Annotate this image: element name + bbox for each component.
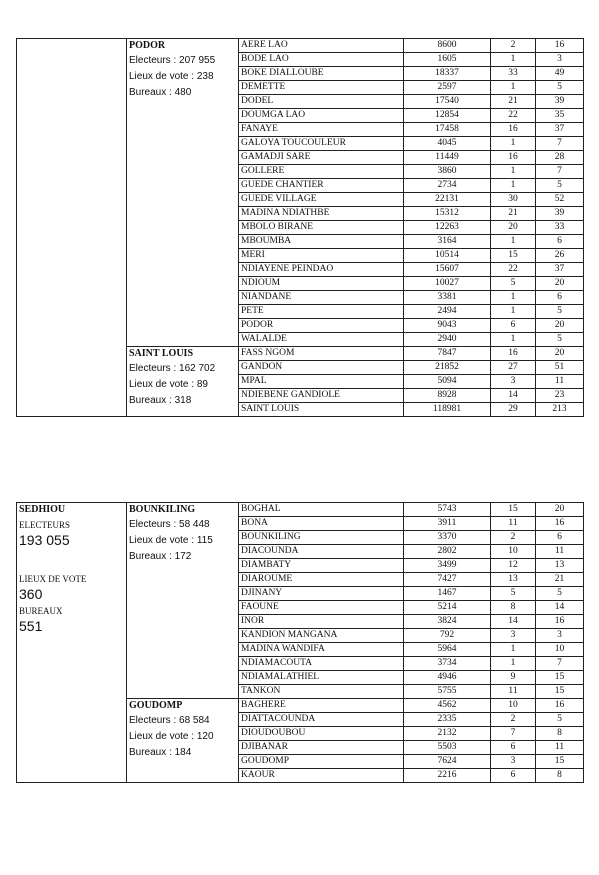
table-sedhiou-region (16, 502, 584, 783)
commune-name: FAOUNE (239, 601, 404, 615)
bureaux-count: 7 (536, 165, 584, 179)
commune-name: GUEDE VILLAGE (239, 193, 404, 207)
department-cell (127, 503, 239, 699)
commune-name: DIATTACOUNDA (239, 713, 404, 727)
lieux-count: 14 (491, 615, 536, 629)
commune-name: DIOUDOUBOU (239, 727, 404, 741)
commune-name: KANDION MANGANA (239, 629, 404, 643)
lieux-count: 10 (491, 699, 536, 713)
electeurs-count: 21852 (404, 361, 491, 375)
electeurs-count: 2216 (404, 769, 491, 783)
electeurs-count: 3824 (404, 615, 491, 629)
commune-name: DODEL (239, 95, 404, 109)
commune-name: FASS NGOM (239, 347, 404, 361)
lieux-count: 21 (491, 207, 536, 221)
electeurs-count: 5964 (404, 643, 491, 657)
lieux-count: 1 (491, 81, 536, 95)
lieux-count: 10 (491, 545, 536, 559)
bureaux-count: 8 (536, 769, 584, 783)
table-row (17, 503, 584, 517)
lieux-count: 6 (491, 769, 536, 783)
electeurs-count: 118981 (404, 403, 491, 417)
bureaux-count: 5 (536, 713, 584, 727)
electeurs-count: 3860 (404, 165, 491, 179)
electeurs-count: 2132 (404, 727, 491, 741)
department-cell (127, 39, 239, 347)
electeurs-count: 17540 (404, 95, 491, 109)
lieux-count: 1 (491, 305, 536, 319)
electeurs-count: 2494 (404, 305, 491, 319)
commune-name: NDIEBENE GANDIOLE (239, 389, 404, 403)
lieux-count: 16 (491, 347, 536, 361)
bureaux-count: 15 (536, 671, 584, 685)
bureaux-count: 21 (536, 573, 584, 587)
department-electeurs: Electeurs : 207 955 (129, 55, 216, 66)
bureaux-count: 26 (536, 249, 584, 263)
lieux-count: 5 (491, 277, 536, 291)
department-bureaux: Bureaux : 480 (129, 87, 192, 98)
bureaux-count: 49 (536, 67, 584, 81)
lieux-count: 1 (491, 137, 536, 151)
commune-name: GANDON (239, 361, 404, 375)
electeurs-count: 8928 (404, 389, 491, 403)
bureaux-count: 10 (536, 643, 584, 657)
lieux-count: 11 (491, 517, 536, 531)
electeurs-count: 15607 (404, 263, 491, 277)
lieux-count: 7 (491, 727, 536, 741)
commune-name: DIACOUNDA (239, 545, 404, 559)
commune-name: AERE LAO (239, 39, 404, 53)
electeurs-count: 22131 (404, 193, 491, 207)
commune-name: FANAYE (239, 123, 404, 137)
lieux-count: 30 (491, 193, 536, 207)
region-spacer (19, 549, 124, 571)
commune-name: NIANDANE (239, 291, 404, 305)
electeurs-count: 18337 (404, 67, 491, 81)
bureaux-count: 5 (536, 179, 584, 193)
lieux-count: 3 (491, 375, 536, 389)
department-cell (127, 347, 239, 417)
commune-name: DOUMGA LAO (239, 109, 404, 123)
commune-name: INOR (239, 615, 404, 629)
lieux-count: 15 (491, 503, 536, 517)
region-electeurs-label: ELECTEURS (19, 520, 70, 530)
commune-name: NDIAMALATHIEL (239, 671, 404, 685)
electeurs-count: 5503 (404, 741, 491, 755)
bureaux-count: 35 (536, 109, 584, 123)
commune-name: GOUDOMP (239, 755, 404, 769)
bureaux-count: 7 (536, 657, 584, 671)
bureaux-count: 6 (536, 291, 584, 305)
electeurs-count: 8600 (404, 39, 491, 53)
commune-name: MPAL (239, 375, 404, 389)
commune-name: SAINT LOUIS (239, 403, 404, 417)
department-name: BOUNKILING (129, 504, 196, 515)
electeurs-count: 5743 (404, 503, 491, 517)
commune-name: KAOUR (239, 769, 404, 783)
bureaux-count: 213 (536, 403, 584, 417)
electeurs-count: 3734 (404, 657, 491, 671)
department-name: SAINT LOUIS (129, 348, 194, 359)
electeurs-count: 2940 (404, 333, 491, 347)
electeurs-count: 10027 (404, 277, 491, 291)
bureaux-count: 6 (536, 235, 584, 249)
bureaux-count: 11 (536, 741, 584, 755)
electeurs-count: 792 (404, 629, 491, 643)
electeurs-count: 2802 (404, 545, 491, 559)
bureaux-count: 11 (536, 545, 584, 559)
electeurs-count: 5755 (404, 685, 491, 699)
commune-name: WALALDE (239, 333, 404, 347)
electeurs-count: 11449 (404, 151, 491, 165)
bureaux-count: 5 (536, 587, 584, 601)
lieux-count: 2 (491, 531, 536, 545)
commune-name: GOLLERE (239, 165, 404, 179)
lieux-count: 15 (491, 249, 536, 263)
region-bureaux-value: 551 (19, 618, 43, 634)
commune-name: PODOR (239, 319, 404, 333)
bureaux-count: 15 (536, 685, 584, 699)
bureaux-count: 16 (536, 699, 584, 713)
department-electeurs: Electeurs : 162 702 (129, 363, 216, 374)
lieux-count: 1 (491, 53, 536, 67)
bureaux-count: 39 (536, 95, 584, 109)
electeurs-count: 15312 (404, 207, 491, 221)
commune-name: PETE (239, 305, 404, 319)
lieux-count: 20 (491, 221, 536, 235)
commune-name: MADINA WANDIFA (239, 643, 404, 657)
region-lieux-label: LIEUX DE VOTE (19, 574, 87, 584)
department-lieux: Lieux de vote : 115 (129, 535, 213, 546)
lieux-count: 27 (491, 361, 536, 375)
bureaux-count: 37 (536, 123, 584, 137)
bureaux-count: 15 (536, 755, 584, 769)
department-lieux: Lieux de vote : 238 (129, 71, 214, 82)
bureaux-count: 16 (536, 615, 584, 629)
department-name: PODOR (129, 40, 166, 51)
lieux-count: 3 (491, 629, 536, 643)
bureaux-count: 20 (536, 347, 584, 361)
electeurs-count: 17458 (404, 123, 491, 137)
department-lieux: Lieux de vote : 120 (129, 731, 214, 742)
electeurs-count: 3911 (404, 517, 491, 531)
department-electeurs: Electeurs : 58 448 (129, 519, 210, 530)
electeurs-count: 2597 (404, 81, 491, 95)
electeurs-count: 1467 (404, 587, 491, 601)
department-bureaux: Bureaux : 318 (129, 395, 192, 406)
bureaux-count: 5 (536, 333, 584, 347)
lieux-count: 21 (491, 95, 536, 109)
electeurs-count: 1605 (404, 53, 491, 67)
bureaux-count: 20 (536, 319, 584, 333)
electeurs-count: 7847 (404, 347, 491, 361)
electeurs-count: 3370 (404, 531, 491, 545)
lieux-count: 1 (491, 165, 536, 179)
department-bureaux: Bureaux : 184 (129, 747, 192, 758)
electeurs-count: 2335 (404, 713, 491, 727)
commune-name: GUEDE CHANTIER (239, 179, 404, 193)
bureaux-count: 6 (536, 531, 584, 545)
bureaux-count: 51 (536, 361, 584, 375)
lieux-count: 1 (491, 643, 536, 657)
bureaux-count: 37 (536, 263, 584, 277)
lieux-count: 2 (491, 713, 536, 727)
lieux-count: 9 (491, 671, 536, 685)
commune-name: NDIOUM (239, 277, 404, 291)
lieux-count: 13 (491, 573, 536, 587)
commune-name: DIAMBATY (239, 559, 404, 573)
commune-name: GAMADJI SARE (239, 151, 404, 165)
commune-name: DJINANY (239, 587, 404, 601)
bureaux-count: 20 (536, 503, 584, 517)
electeurs-count: 3381 (404, 291, 491, 305)
lieux-count: 6 (491, 741, 536, 755)
lieux-count: 12 (491, 559, 536, 573)
lieux-count: 16 (491, 123, 536, 137)
commune-name: DIAROUME (239, 573, 404, 587)
bureaux-count: 16 (536, 39, 584, 53)
bureaux-count: 52 (536, 193, 584, 207)
lieux-count: 1 (491, 291, 536, 305)
department-cell (127, 699, 239, 783)
lieux-count: 8 (491, 601, 536, 615)
electeurs-count: 7427 (404, 573, 491, 587)
electeurs-count: 4946 (404, 671, 491, 685)
region-electeurs-value: 193 055 (19, 532, 70, 548)
bureaux-count: 13 (536, 559, 584, 573)
commune-name: TANKON (239, 685, 404, 699)
commune-name: BOGHAL (239, 503, 404, 517)
lieux-count: 6 (491, 319, 536, 333)
electeurs-count: 5214 (404, 601, 491, 615)
bureaux-count: 39 (536, 207, 584, 221)
commune-name: DEMETTE (239, 81, 404, 95)
region-name: SEDHIOU (19, 504, 66, 515)
table-row (17, 39, 584, 53)
region-cell (17, 39, 127, 417)
bureaux-count: 33 (536, 221, 584, 235)
commune-name: MERI (239, 249, 404, 263)
bureaux-count: 16 (536, 517, 584, 531)
lieux-count: 33 (491, 67, 536, 81)
bureaux-count: 3 (536, 53, 584, 67)
commune-name: MADINA NDIATHBE (239, 207, 404, 221)
lieux-count: 14 (491, 389, 536, 403)
lieux-count: 22 (491, 109, 536, 123)
region-lieux-value: 360 (19, 586, 43, 602)
electeurs-count: 10514 (404, 249, 491, 263)
electeurs-count: 12854 (404, 109, 491, 123)
commune-name: BODE LAO (239, 53, 404, 67)
bureaux-count: 14 (536, 601, 584, 615)
commune-name: MBOUMBA (239, 235, 404, 249)
department-electeurs: Electeurs : 68 584 (129, 715, 210, 726)
bureaux-count: 5 (536, 305, 584, 319)
bureaux-count: 23 (536, 389, 584, 403)
electeurs-count: 12263 (404, 221, 491, 235)
electeurs-count: 2734 (404, 179, 491, 193)
electeurs-count: 7624 (404, 755, 491, 769)
commune-name: BOUNKILING (239, 531, 404, 545)
department-name: GOUDOMP (129, 700, 183, 711)
bureaux-count: 3 (536, 629, 584, 643)
commune-name: NDIAMACOUTA (239, 657, 404, 671)
lieux-count: 22 (491, 263, 536, 277)
commune-name: GALOYA TOUCOULEUR (239, 137, 404, 151)
commune-name: NDIAYENE PEINDAO (239, 263, 404, 277)
region-bureaux-label: BUREAUX (19, 606, 63, 616)
lieux-count: 1 (491, 333, 536, 347)
department-lieux: Lieux de vote : 89 (129, 379, 208, 390)
bureaux-count: 7 (536, 137, 584, 151)
lieux-count: 5 (491, 587, 536, 601)
bureaux-count: 28 (536, 151, 584, 165)
lieux-count: 16 (491, 151, 536, 165)
lieux-count: 1 (491, 235, 536, 249)
lieux-count: 3 (491, 755, 536, 769)
lieux-count: 11 (491, 685, 536, 699)
electeurs-count: 3499 (404, 559, 491, 573)
region-cell (17, 503, 127, 783)
bureaux-count: 8 (536, 727, 584, 741)
lieux-count: 29 (491, 403, 536, 417)
bureaux-count: 5 (536, 81, 584, 95)
electeurs-count: 9043 (404, 319, 491, 333)
electeurs-count: 4045 (404, 137, 491, 151)
table-saint-louis-region (16, 38, 584, 417)
commune-name: BAGHERE (239, 699, 404, 713)
electeurs-count: 3164 (404, 235, 491, 249)
commune-name: BONA (239, 517, 404, 531)
electeurs-count: 5094 (404, 375, 491, 389)
bureaux-count: 20 (536, 277, 584, 291)
lieux-count: 2 (491, 39, 536, 53)
lieux-count: 1 (491, 179, 536, 193)
commune-name: BOKE DIALLOUBE (239, 67, 404, 81)
bureaux-count: 11 (536, 375, 584, 389)
electeurs-count: 4562 (404, 699, 491, 713)
lieux-count: 1 (491, 657, 536, 671)
commune-name: DJIBANAR (239, 741, 404, 755)
department-bureaux: Bureaux : 172 (129, 551, 192, 562)
commune-name: MBOLO BIRANE (239, 221, 404, 235)
